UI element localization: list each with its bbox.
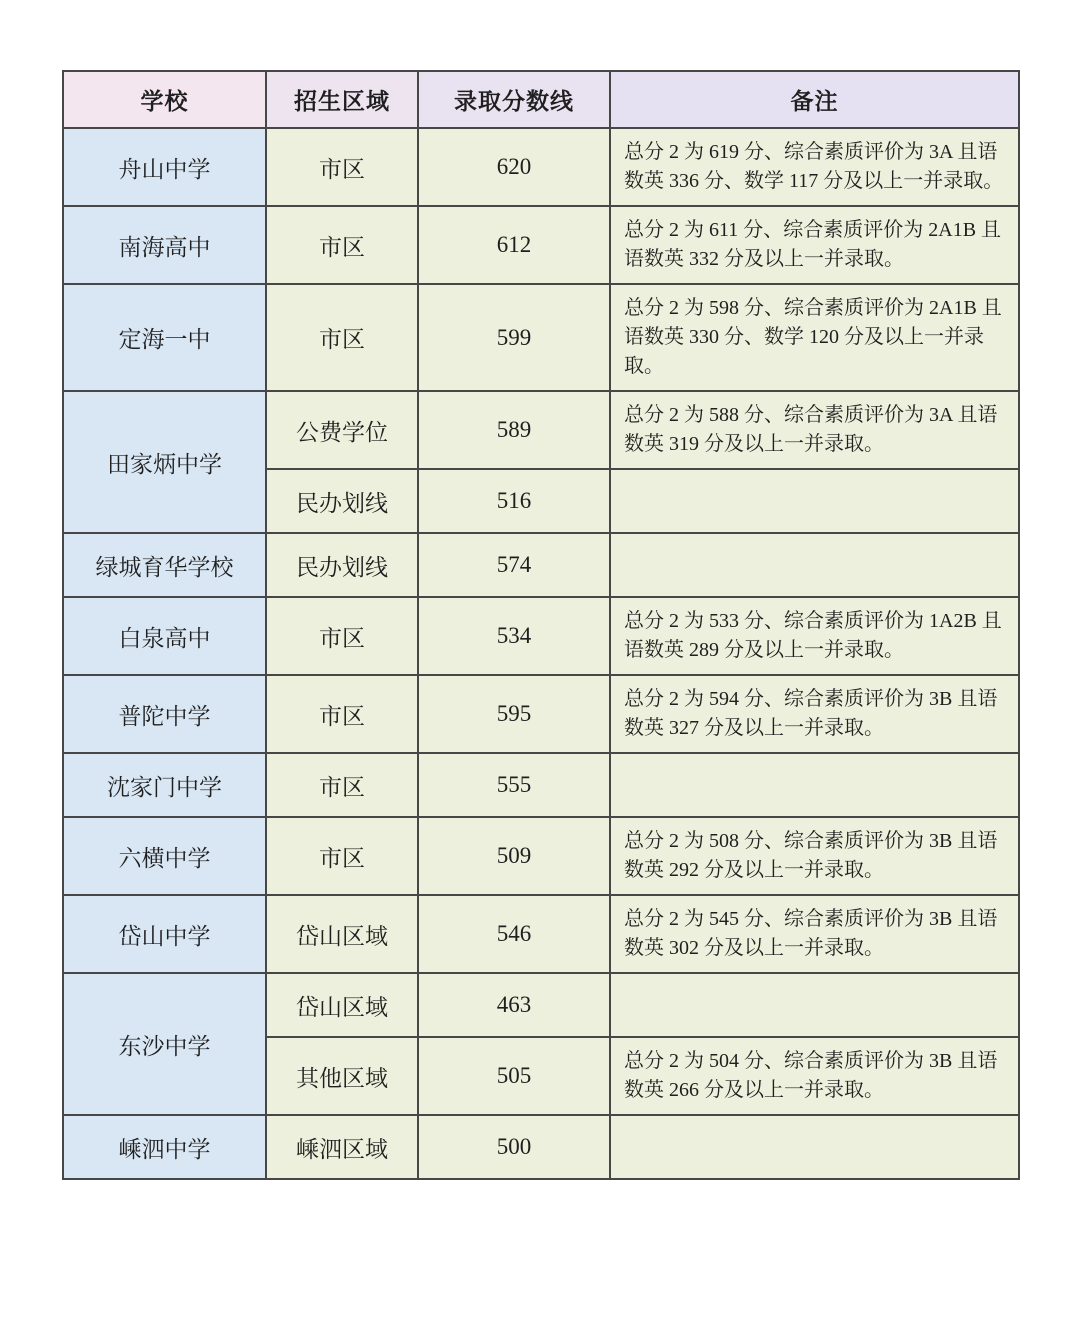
table-row [63,128,1019,206]
school-cell: 南海高中 [63,206,266,284]
score-cell: 534 [418,597,610,675]
region-cell: 市区 [266,675,418,753]
region-cell: 市区 [266,753,418,817]
score-cell: 500 [418,1115,610,1179]
region-cell: 市区 [266,128,418,206]
score-cell: 599 [418,284,610,391]
region-cell: 公费学位 [266,391,418,469]
region-cell: 其他区域 [266,1037,418,1115]
school-cell: 舟山中学 [63,128,266,206]
remark-cell: 总分 2 为 504 分、综合素质评价为 3B 且语数英 266 分及以上一并录取。 [610,1037,1019,1115]
remark-cell: 总分 2 为 619 分、综合素质评价为 3A 且语数英 336 分、数学 117 分及以上一并录取。 [610,128,1019,206]
remark-cell: 总分 2 为 598 分、综合素质评价为 2A1B 且语数英 330 分、数学 120 分及以上一并录取。 [610,284,1019,391]
table-body [63,128,1019,1179]
remark-cell [610,973,1019,1037]
score-cell: 612 [418,206,610,284]
table-row [63,391,1019,469]
admission-score-table [62,70,1020,1180]
remark-cell: 总分 2 为 611 分、综合素质评价为 2A1B 且语数英 332 分及以上一并录取。 [610,206,1019,284]
table-row [63,817,1019,895]
score-cell: 509 [418,817,610,895]
table-row [63,206,1019,284]
header-row [63,71,1019,128]
table-row [63,1115,1019,1179]
school-cell: 沈家门中学 [63,753,266,817]
remark-cell [610,469,1019,533]
score-cell: 463 [418,973,610,1037]
remark-cell [610,753,1019,817]
school-cell: 田家炳中学 [63,391,266,533]
table-row [63,533,1019,597]
table-row [63,675,1019,753]
score-cell: 546 [418,895,610,973]
school-cell: 六横中学 [63,817,266,895]
table-row [63,597,1019,675]
remark-cell: 总分 2 为 588 分、综合素质评价为 3A 且语数英 319 分及以上一并录取。 [610,391,1019,469]
table-row [63,895,1019,973]
score-cell: 574 [418,533,610,597]
header-cell-score: 录取分数线 [418,71,610,128]
region-cell: 岱山区域 [266,973,418,1037]
remark-cell [610,533,1019,597]
school-cell: 嵊泗中学 [63,1115,266,1179]
score-cell: 505 [418,1037,610,1115]
region-cell: 市区 [266,206,418,284]
region-cell: 市区 [266,597,418,675]
region-cell: 民办划线 [266,469,418,533]
region-cell: 岱山区域 [266,895,418,973]
school-cell: 白泉高中 [63,597,266,675]
header-cell-remark: 备注 [610,71,1019,128]
score-cell: 555 [418,753,610,817]
remark-cell: 总分 2 为 508 分、综合素质评价为 3B 且语数英 292 分及以上一并录取。 [610,817,1019,895]
score-cell: 620 [418,128,610,206]
school-cell: 岱山中学 [63,895,266,973]
region-cell: 市区 [266,284,418,391]
region-cell: 市区 [266,817,418,895]
school-cell: 东沙中学 [63,973,266,1115]
region-cell: 嵊泗区域 [266,1115,418,1179]
score-cell: 589 [418,391,610,469]
school-cell: 定海一中 [63,284,266,391]
score-cell: 516 [418,469,610,533]
remark-cell [610,1115,1019,1179]
remark-cell: 总分 2 为 545 分、综合素质评价为 3B 且语数英 302 分及以上一并录取。 [610,895,1019,973]
table-row [63,753,1019,817]
header-cell-region: 招生区域 [266,71,418,128]
table-row [63,973,1019,1037]
score-cell: 595 [418,675,610,753]
remark-cell: 总分 2 为 594 分、综合素质评价为 3B 且语数英 327 分及以上一并录取。 [610,675,1019,753]
region-cell: 民办划线 [266,533,418,597]
school-cell: 普陀中学 [63,675,266,753]
remark-cell: 总分 2 为 533 分、综合素质评价为 1A2B 且语数英 289 分及以上一并录取。 [610,597,1019,675]
table-row [63,284,1019,391]
school-cell: 绿城育华学校 [63,533,266,597]
header-cell-school: 学校 [63,71,266,128]
